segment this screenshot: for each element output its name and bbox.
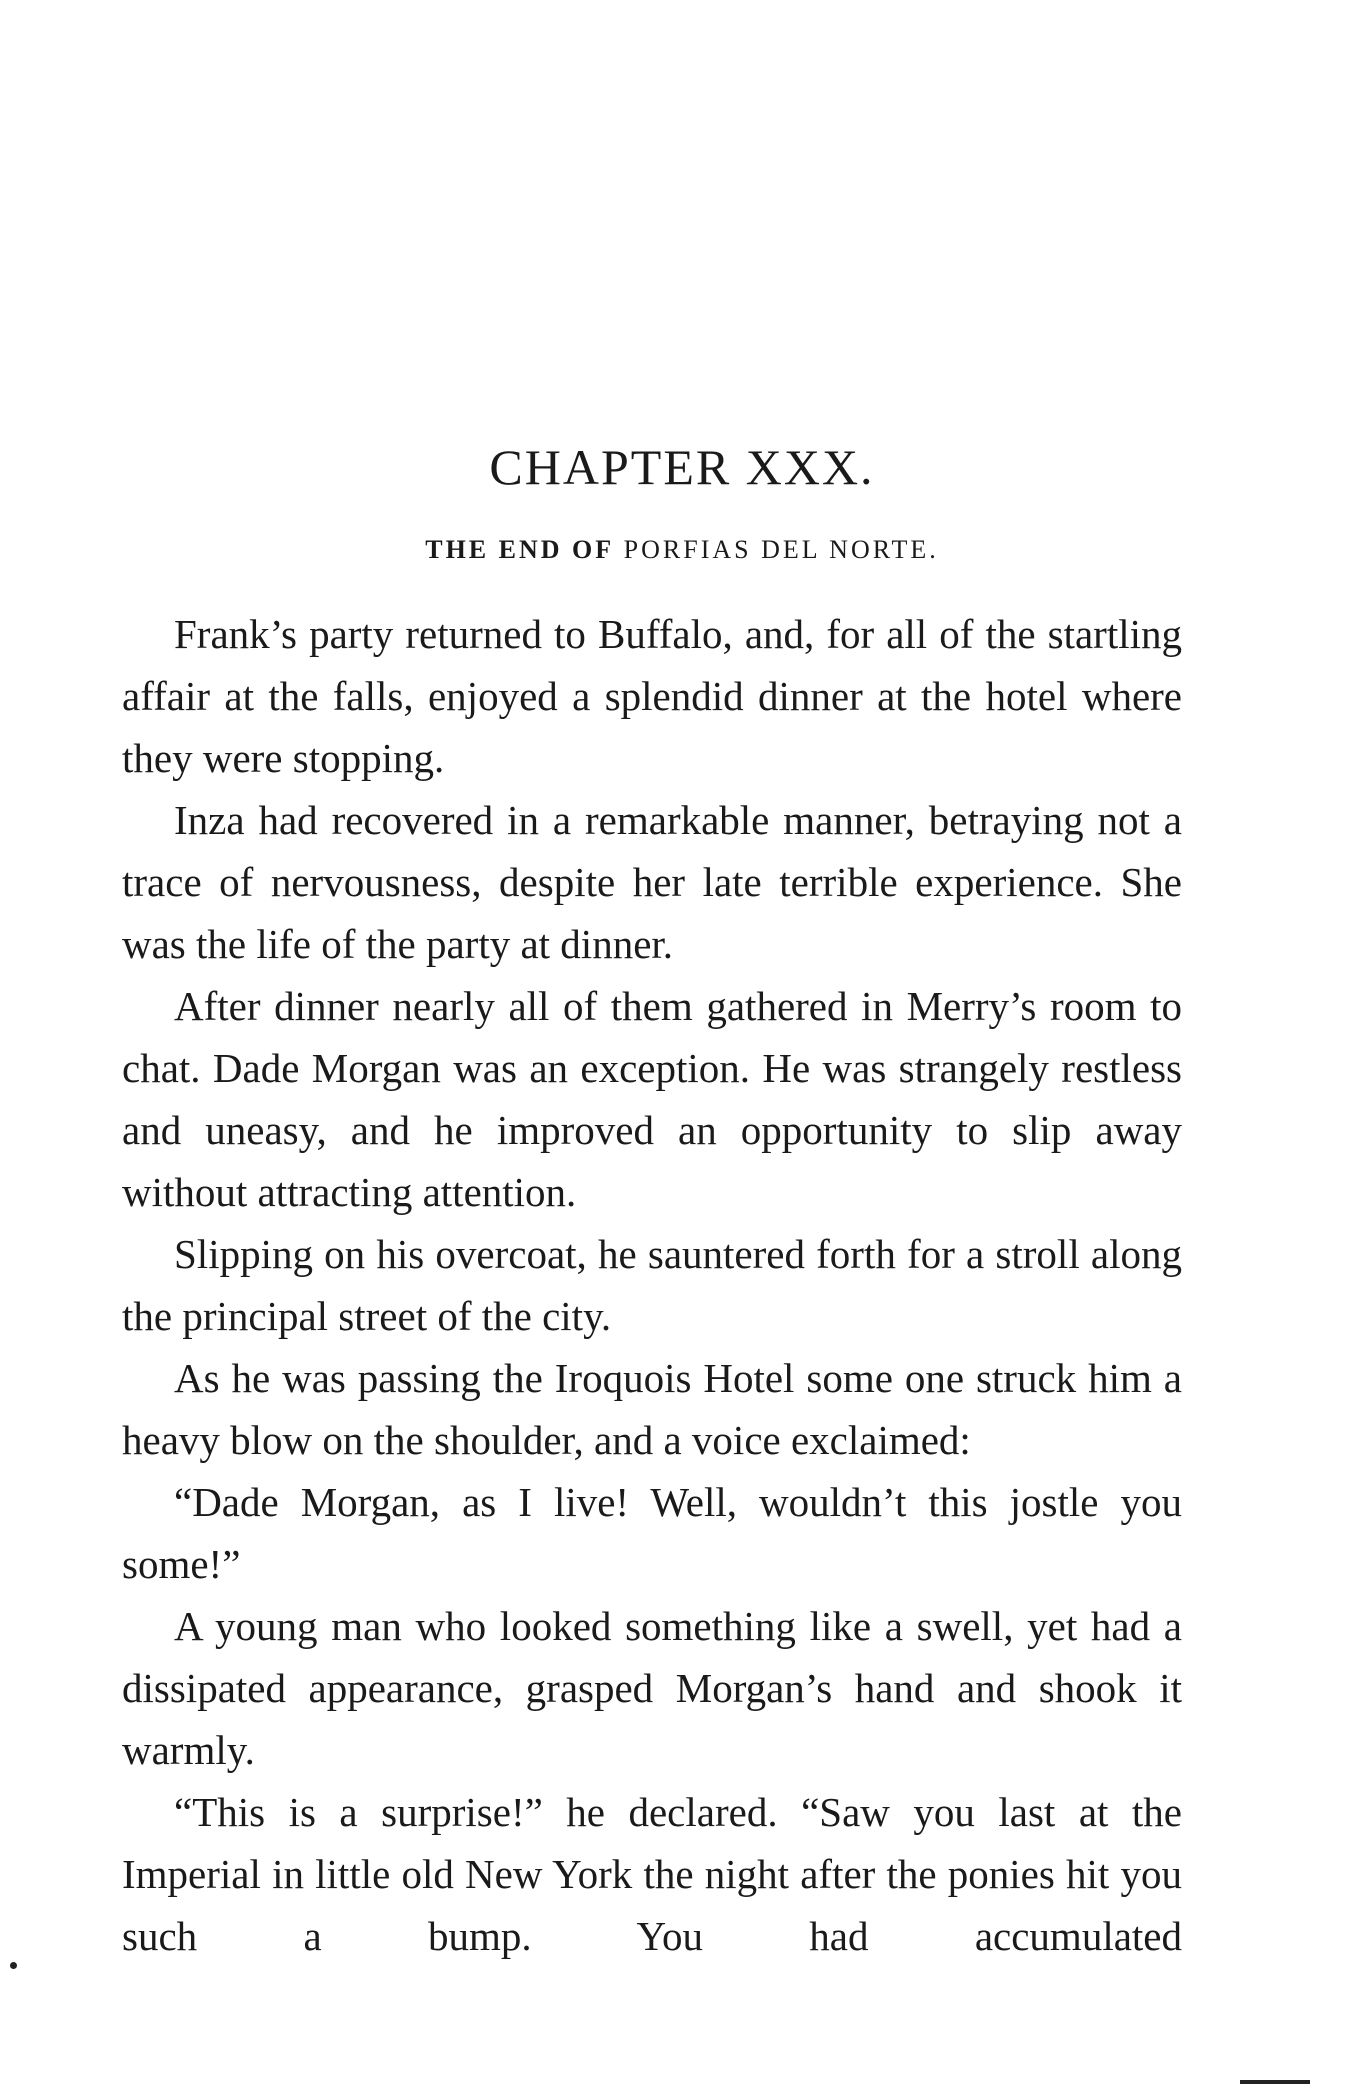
- chapter-body: [122, 603, 1182, 1967]
- paragraph-2: Inza had recovered in a remarkable manner, betraying not a trace of nervousness, despite her late terrible experience. She was the life of the party at dinner.: [122, 797, 1182, 967]
- margin-speck: [10, 1962, 17, 1969]
- chapter-title: CHAPTER XXX.: [489, 439, 875, 495]
- paragraph-6: “Dade Morgan, as I live! Well, wouldn’t this jostle you some!”: [122, 1479, 1182, 1587]
- paragraph-4: Slipping on his overcoat, he sauntered forth for a stroll along the principal street of the city.: [122, 1231, 1182, 1339]
- corner-rule-mark: [1240, 2080, 1310, 2084]
- paragraph-1: Frank’s party returned to Buffalo, and, for all of the startling affair at the falls, enjoyed a splendid dinner at the hotel where they were stopping.: [122, 611, 1182, 781]
- paragraph-5: As he was passing the Iroquois Hotel some one struck him a heavy blow on the shoulder, and a voice exclaimed:: [122, 1355, 1182, 1463]
- chapter-subtitle-rest: PORFIAS DEL NORTE.: [614, 535, 939, 564]
- paragraph-3: After dinner nearly all of them gathered in Merry’s room to chat. Dade Morgan was an exception. He was strangely restless and uneasy, and he improved an opportunity to slip away without attracting attention.: [122, 983, 1182, 1215]
- chapter-subtitle: [0, 535, 1364, 565]
- chapter-subtitle-bold: THE END OF: [425, 535, 615, 564]
- paragraph-8: “This is a surprise!” he declared. “Saw you last at the Imperial in little old New York the night after the ponies hit you such a bump. You had accumulated: [122, 1789, 1182, 1959]
- paragraph-7: A young man who looked something like a swell, yet had a dissipated appearance, grasped Morgan’s hand and shook it warmly.: [122, 1603, 1182, 1773]
